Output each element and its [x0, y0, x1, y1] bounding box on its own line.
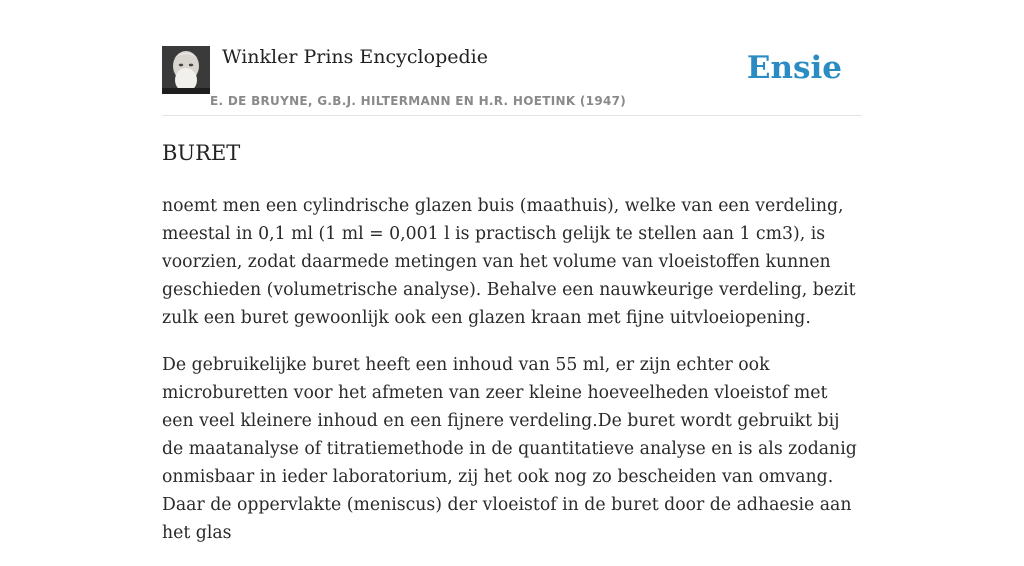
publication-authors: E. DE BRUYNE, G.B.J. HILTERMANN EN H.R. HOETINK (1947) [210, 94, 627, 108]
entry-title: BURET [162, 141, 241, 165]
entry-paragraph: De gebruikelijke buret heeft een inhoud van 55 ml, er zijn echter ook microburetten voor het afmeten van zeer kleine hoeveelheden vloeistof met een veel kleinere inhoud en een fijnere verdeling.De buret wordt gebruikt bij de maatanalyse of titratiemethode in de quantitatieve analyse en is als zodanig onmisbaar in ieder laboratorium, zij het ook nog zo bescheiden van omvang. Daar de oppervlakte (meniscus) der vloeistof in de buret door de adhaesie aan het glas [162, 355, 857, 543]
entry-paragraph: noemt men een cylindrische glazen buis (maathuis), welke van een verdeling, meestal in 0,1 ml (1 ml = 0,001 l is practisch gelijk te stellen aan 1 cm3), is voorzien, zodat daarmede metingen van het volume van vloeistoffen kunnen geschieden (volumetrische analyse). Behalve een nauwkeurige verdeling, bezit zulk een buret gewoonlijk ook een glazen kraan met fijne uitvloeiopening. [162, 196, 856, 328]
brand-logo[interactable]: Ensie [746, 50, 842, 86]
publication-header [162, 38, 862, 116]
entry-body [162, 192, 862, 566]
publication-title[interactable]: Winkler Prins Encyclopedie [222, 46, 488, 68]
portrait-icon [162, 46, 210, 94]
author-avatar[interactable] [162, 46, 210, 94]
